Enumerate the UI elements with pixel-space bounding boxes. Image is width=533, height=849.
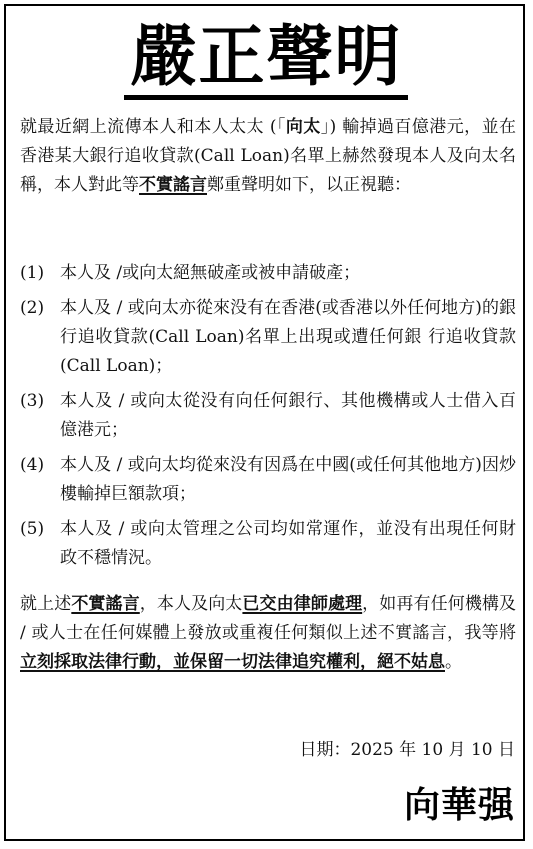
intro-text-1: 就最近網上流傳本人和本人太太 (「 — [20, 117, 286, 137]
list-item-number: (5) — [20, 519, 45, 539]
list-item — [20, 515, 516, 573]
signature: 向華强 — [403, 784, 515, 826]
list-item — [20, 387, 516, 445]
title-underline — [124, 95, 408, 100]
list-item-text: 本人及 /或向太絕無破產或被申請破產； — [60, 263, 361, 283]
closing-highlight-lawyer: 已交由律師處理 — [242, 594, 363, 614]
list-item-text: 本人及 / 或向太亦從來没有在香港(或香港以外任何地方)的銀行追收貸款(Call Loan)名單上出現或遭任何銀 行追收貸款(Call Loan)； — [60, 298, 516, 376]
intro-highlight-name: 向太 — [285, 117, 321, 137]
list-item — [20, 259, 516, 288]
closing-text-4: 。 — [445, 652, 462, 672]
list-item-number: (4) — [20, 455, 45, 475]
list-item-number: (2) — [20, 298, 45, 318]
list-item — [20, 294, 516, 381]
list-item — [20, 451, 516, 509]
intro-paragraph — [20, 113, 516, 200]
notice-date: 日期：2025 年 10 月 10 日 — [299, 740, 515, 760]
intro-text-2: 」) 輸掉過百億港元，並在香港某大銀行追收貸款(Call Loan)名單上赫然發現本人及向太名稱，本人對此等 — [20, 117, 517, 195]
closing-text-1: 就上述 — [20, 594, 72, 614]
list-item-text: 本人及 / 或向太均從來没有因爲在中國(或任何其他地方)因炒樓輸掉巨額款項； — [60, 455, 516, 504]
notice-title — [0, 18, 533, 94]
declaration-list — [20, 259, 516, 579]
list-item-text: 本人及 / 或向太管理之公司均如常運作，並没有出現任何財政不穩情況。 — [60, 519, 516, 568]
closing-text-3: ，如再有任何機構及 / 或人士在任何媒體上發放或重複任何類似上述不實謠言，我等將 — [20, 594, 517, 643]
closing-text-2: ，本人及向太 — [139, 594, 243, 614]
closing-highlight-rumor: 不實謠言 — [71, 594, 140, 614]
notice-title-text: 嚴正聲明 — [130, 17, 403, 95]
list-item-number: (1) — [20, 263, 45, 283]
intro-highlight-rumor: 不實謠言 — [139, 175, 207, 195]
intro-text-3: 鄭重聲明如下，以正視聽： — [207, 175, 411, 195]
closing-highlight-legal-action: 立刻採取法律行動，並保留一切法律追究權利，絕不姑息 — [20, 652, 445, 672]
list-item-number: (3) — [20, 391, 45, 411]
list-item-text: 本人及 / 或向太從没有向任何銀行、其他機構或人士借入百億港元； — [60, 391, 516, 440]
closing-paragraph — [20, 590, 516, 677]
